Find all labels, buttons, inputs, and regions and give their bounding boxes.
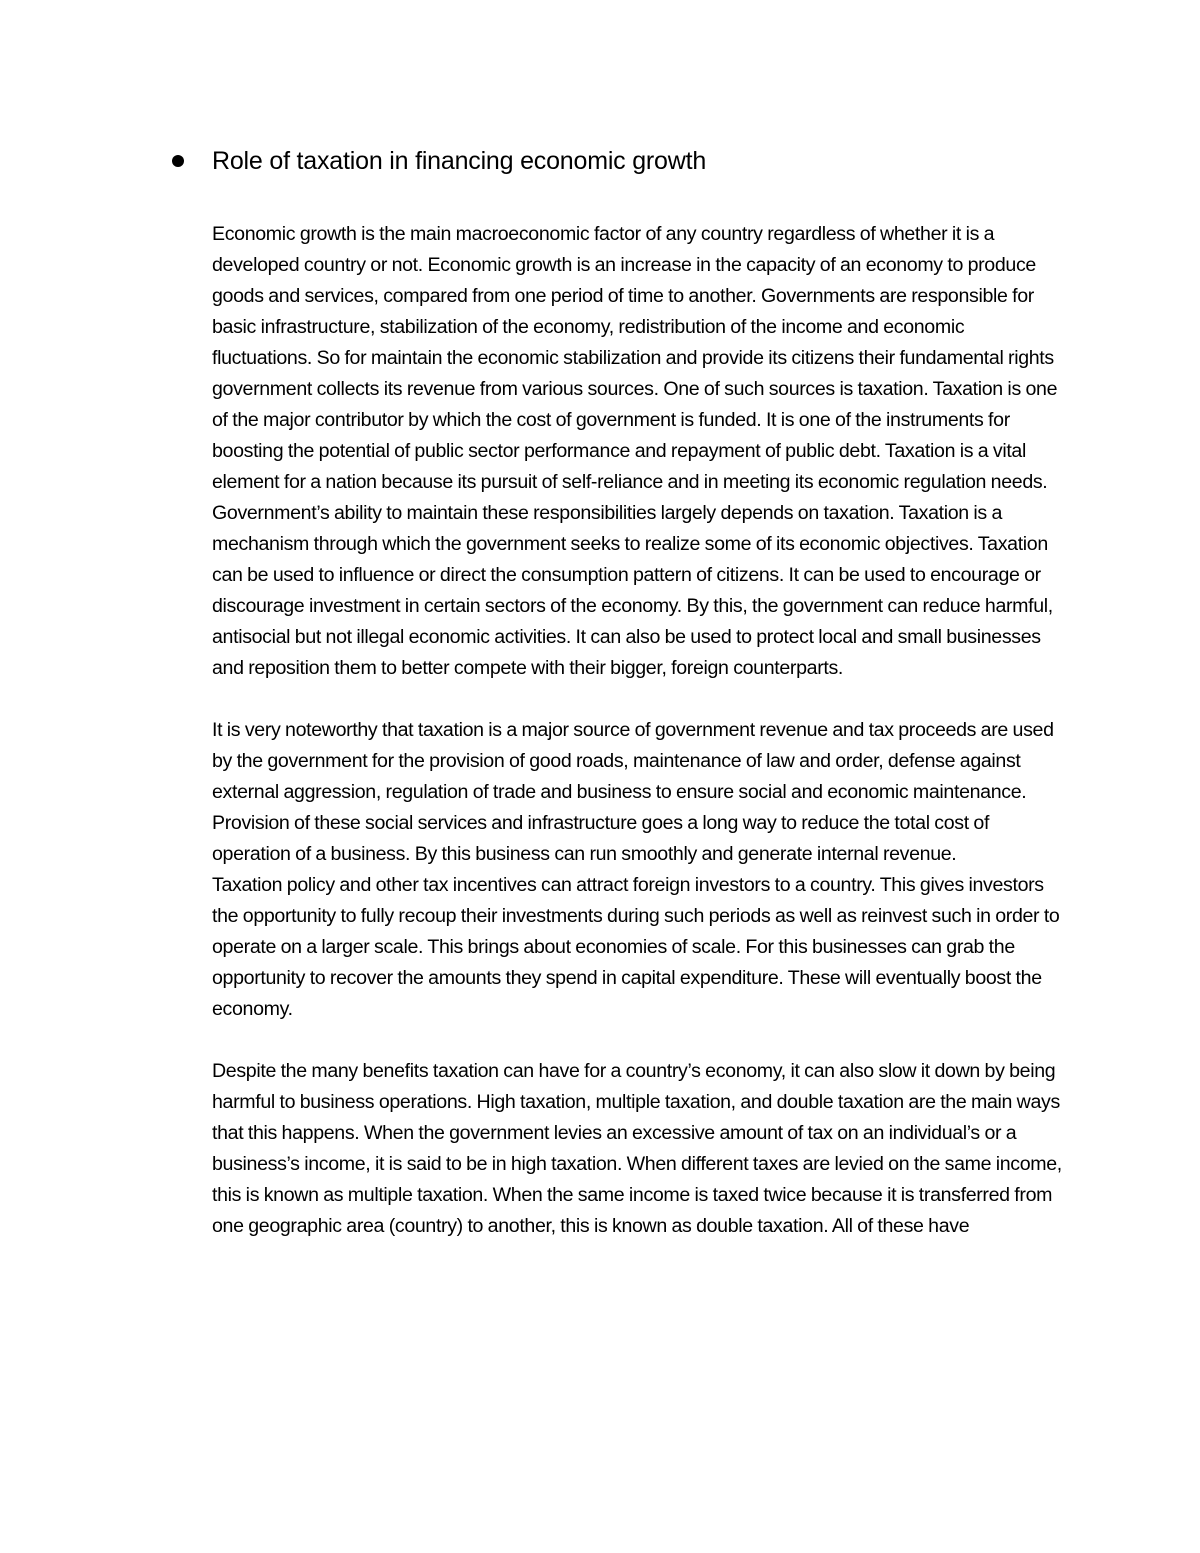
paragraph-government-revenue: It is very noteworthy that taxation is a major source of government revenue and tax proceeds are used by the government for the provision of good roads, maintenance of law and order, defense against external aggression, regulation of trade and business to ensure social and economic maintenance. Provision of these social services and infrastructure goes a long way to reduce the total cost of operation of a business. By this business can run smoothly and generate internal revenue. — [212, 719, 1054, 865]
paragraph-government-ability: Government’s ability to maintain these responsibilities largely depends on taxation. Taxation is a mechanism through which the government seeks to realize some of its economic objectives. Taxation can be used to influence or direct the consumption pattern of citizens. It can be used to encourage or discourage investment in certain sectors of the economy. By this, the government can reduce harmful, antisocial but not illegal economic activities. It can also be used to protect local and small businesses and reposition them to better compete with their bigger, foreign counterparts. — [212, 502, 1053, 679]
section-heading-row — [172, 144, 1072, 180]
paragraph-spacer — [212, 1025, 1062, 1056]
section-heading: Role of taxation in financing economic growth — [212, 147, 707, 175]
paragraph-spacer — [212, 684, 1062, 715]
paragraph-tax-incentives: Taxation policy and other tax incentives can attract foreign investors to a country. This gives investors the opportunity to fully recoup their investments during such periods as well as reinvest such in order to operate on a larger scale. This brings about economies of scale. For this businesses can grab the opportunity to recover the amounts they spend in capital expenditure. These will eventually boost the economy. — [212, 874, 1060, 1020]
document-body — [212, 219, 1062, 1242]
bullet-icon — [172, 155, 184, 167]
paragraph-economic-growth: Economic growth is the main macroeconomic factor of any country regardless of whether it is a developed country or not. Economic growth is an increase in the capacity of an economy to produce goods and services, compared from one period of time to another. Governments are responsible for basic infrastructure, stabilization of the economy, redistribution of the income and economic fluctuations. So for maintain the economic stabilization and provide its citizens their fundamental rights government collects its revenue from various sources. One of such sources is taxation. Taxation is one of the major contributor by which the cost of government is funded. It is one of the instruments for boosting the potential of public sector performance and repayment of public debt. Taxation is a vital element for a nation because its pursuit of self-reliance and in meeting its economic regulation needs. — [212, 223, 1058, 493]
paragraph-harmful-taxation: Despite the many benefits taxation can have for a country’s economy, it can also slow it down by being harmful to business operations. High taxation, multiple taxation, and double taxation are the main ways that this happens. When the government levies an excessive amount of tax on an individual’s or a business’s income, it is said to be in high taxation. When different taxes are levied on the same income, this is known as multiple taxation. When the same income is taxed twice because it is transferred from one geographic area (country) to another, this is known as double taxation. All of these have — [212, 1060, 1062, 1237]
